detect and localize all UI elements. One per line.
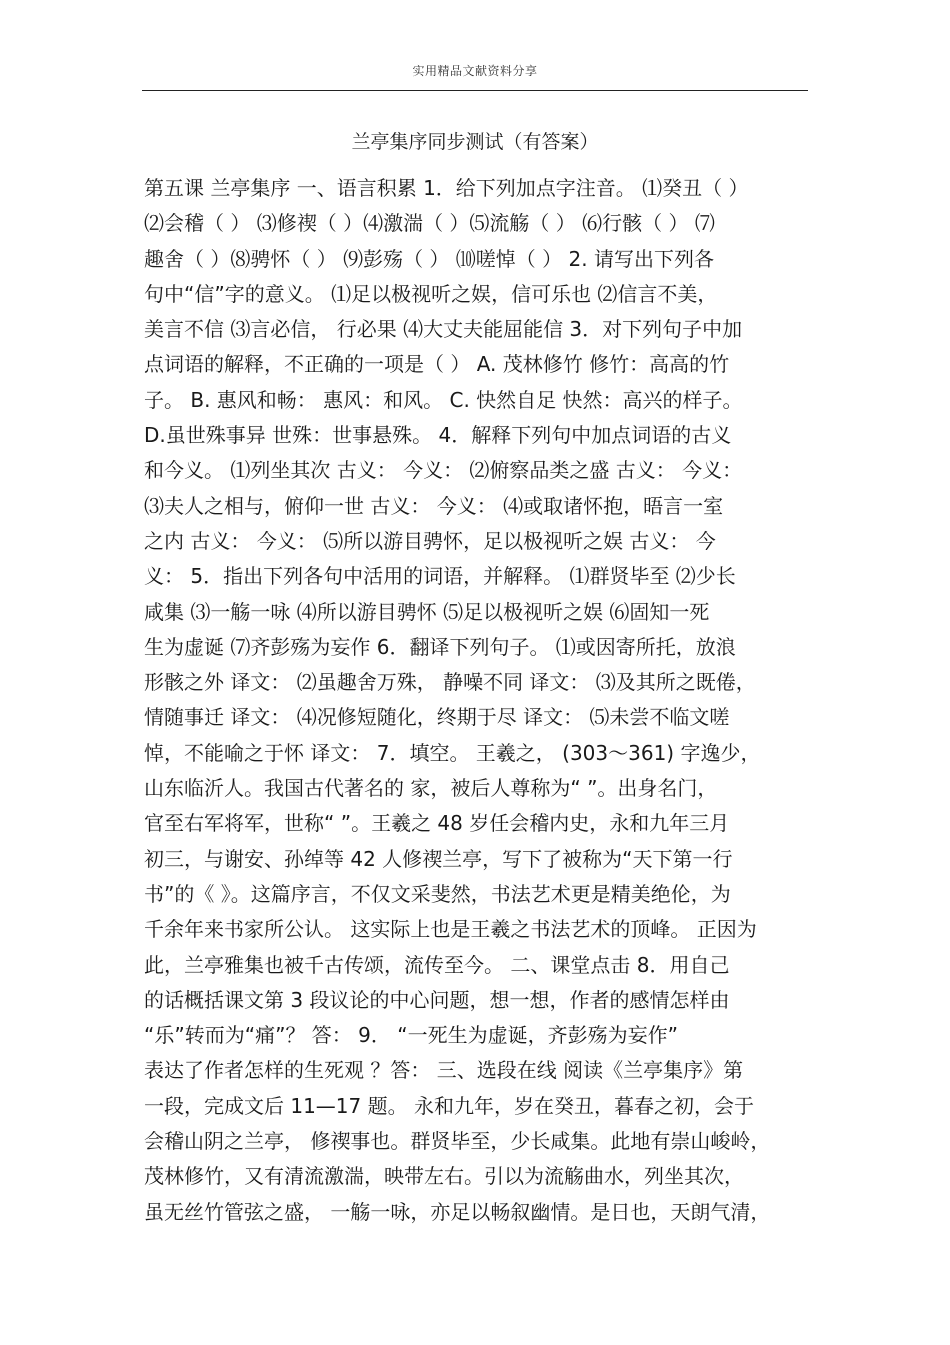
body-line: ⑵会稽（ ） ⑶修禊（ ）⑷激湍（ ）⑸流觞（ ） ⑹行骸（ ） ⑺ bbox=[144, 211, 715, 236]
running-header: 实用精品文献资料分享 bbox=[412, 64, 538, 78]
body-line: 官至右军将军，世称“ ”。王羲之 48 岁任会稽内史，永和九年三月 bbox=[144, 811, 730, 836]
body-line: 的话概括课文第 3 段议论的中心问题，想一想，作者的感情怎样由 bbox=[144, 987, 730, 1012]
body-line: 一段，完成文后 11—17 题。 永和九年，岁在癸丑，暮春之初，会于 bbox=[144, 1093, 754, 1118]
body-line: 此，兰亭雅集也被千古传颂，流传至今。 二、课堂点击 8．用自己 bbox=[144, 952, 730, 977]
body-line: D.虽世殊事异 世殊：世事悬殊。 4．解释下列句中加点词语的古义 bbox=[144, 423, 732, 448]
body-line: 情随事迁 译文： ⑷况修短随化，终期于尽 译文： ⑸未尝不临文嗟 bbox=[144, 705, 730, 730]
body-line: 初三，与谢安、孙绰等 42 人修禊兰亭，写下了被称为“天下第一行 bbox=[144, 846, 733, 871]
body-line: 会稽山阴之兰亭， 修禊事也。群贤毕至，少长咸集。此地有崇山峻岭， bbox=[144, 1129, 771, 1154]
body-line: 第五课 兰亭集序 一、语言积累 1．给下列加点字注音。 ⑴癸丑（ ） bbox=[144, 176, 749, 200]
body-line: 悼，不能喻之于怀 译文： 7．填空。 王羲之， (303～361) 字逸少， bbox=[144, 740, 761, 765]
body-line: 书”的《 》。这篇序言，不仅文采斐然，书法艺术更是精美绝伦，为 bbox=[144, 881, 731, 906]
body-line: 趣舍（ ）⑻骋怀（ ） ⑼彭殇（ ） ⑽嗟悼（ ） 2. 请写出下列各 bbox=[144, 246, 714, 271]
body-line: 山东临沂人。我国古代著名的 家，被后人尊称为“ ”。出身名门， bbox=[144, 776, 718, 801]
body-line: 形骸之外 译文： ⑵虽趣舍万殊， 静噪不同 译文： ⑶及其所之既倦， bbox=[144, 670, 756, 695]
body-line: 点词语的解释，不正确的一项是（ ） A. 茂林修竹 修竹：高高的竹 bbox=[144, 352, 730, 377]
body-line: 和今义。 ⑴列坐其次 古义： 今义： ⑵俯察品类之盛 古义： 今义： bbox=[144, 458, 743, 483]
body-line: 子。 B. 惠风和畅： 惠风：和风。 C. 快然自足 快然：高兴的样子。 bbox=[144, 387, 743, 412]
body-line: 义： 5．指出下列各句中活用的词语，并解释。 ⑴群贤毕至 ⑵少长 bbox=[144, 564, 736, 589]
body-line: ⑶夫人之相与，俯仰一世 古义： 今义： ⑷或取诸怀抱，晤言一室 bbox=[144, 493, 724, 518]
body-line: 句中“信”字的意义。 ⑴足以极视听之娱，信可乐也 ⑵信言不美， bbox=[144, 281, 718, 306]
body-line: 千余年来书家所公认。 这实际上也是王羲之书法艺术的顶峰。 正因为 bbox=[144, 917, 757, 942]
body-line: 咸集 ⑶一觞一咏 ⑷所以游目骋怀 ⑸足以极视听之娱 ⑹固知一死 bbox=[144, 599, 710, 624]
body-line: 之内 古义： 今义： ⑸所以游目骋怀，足以极视听之娱 古义： 今 bbox=[144, 528, 716, 553]
header-divider bbox=[142, 90, 808, 91]
body-line: 美言不信 ⑶言必信， 行必果 ⑷大丈夫能屈能信 3．对下列句子中加 bbox=[144, 317, 743, 342]
document-title: 兰亭集序同步测试（有答案） bbox=[351, 131, 599, 153]
body-line: 生为虚诞 ⑺齐彭殇为妄作 6．翻译下列句子。 ⑴或因寄所托，放浪 bbox=[144, 634, 736, 659]
body-line: “乐”转而为“痛”？ 答： 9． “一死生为虚诞，齐彭殇为妄作” bbox=[144, 1023, 678, 1048]
body-line: 虽无丝竹管弦之盛， 一觞一咏，亦足以畅叙幽情。是日也，天朗气清， bbox=[144, 1199, 771, 1224]
document-body bbox=[144, 171, 810, 1230]
body-line: 表达了作者怎样的生死观 ？答： 三、选段在线 阅读《兰亭集序》第 bbox=[144, 1058, 744, 1083]
body-line: 茂林修竹，又有清流激湍，映带左右。引以为流觞曲水，列坐其次， bbox=[144, 1164, 744, 1189]
